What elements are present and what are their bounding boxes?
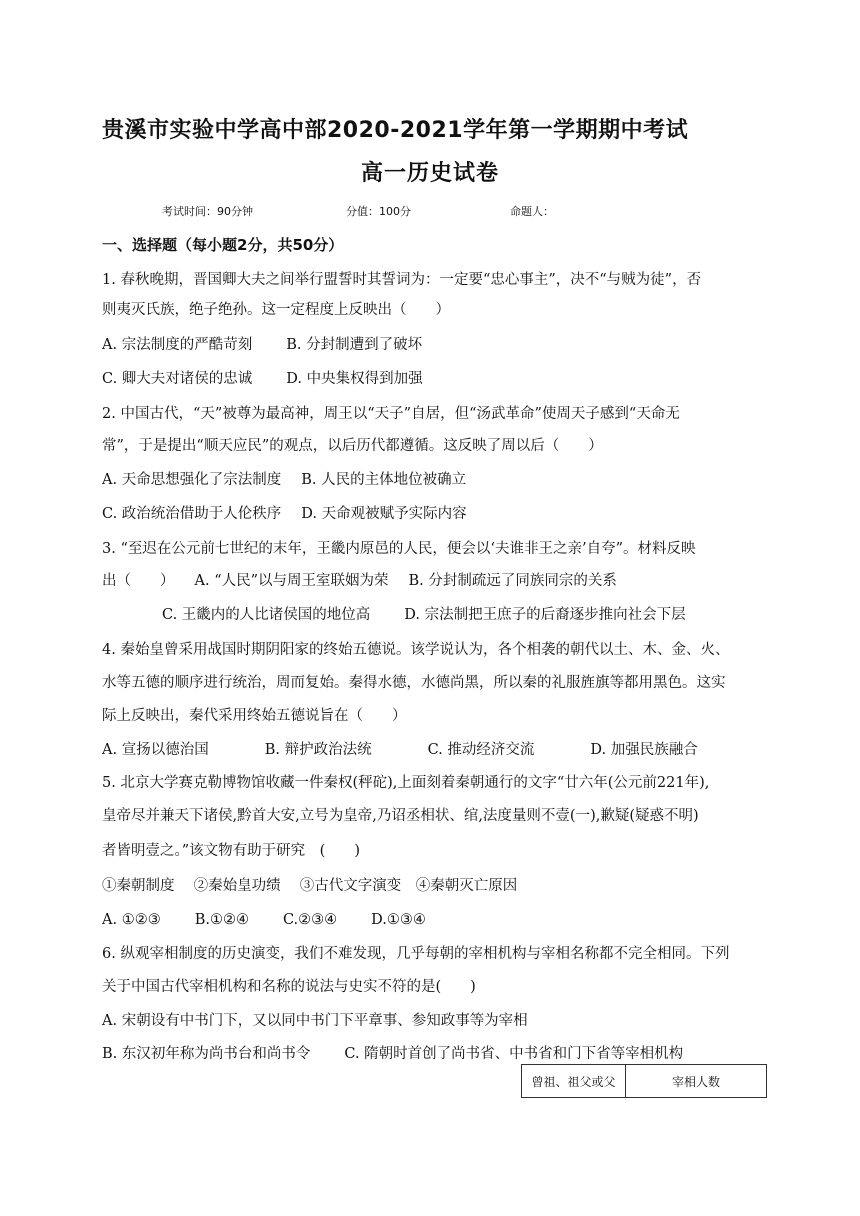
q4-option-c: C. 推动经济交流	[427, 742, 535, 758]
q4-option-b: B. 辩护政治法统	[264, 742, 372, 758]
q2-stem-line-2: 常”，于是提出“顺天应民”的观点，以后历代都遵循。这反映了周以后（ ）	[102, 438, 603, 454]
q5-stem-line-3: 者皆明壹之。”该文物有助于研究 ( )	[102, 843, 360, 859]
exam-score: 分值：100分	[346, 205, 411, 218]
q4-option-d: D. 加强民族融合	[590, 742, 698, 758]
q3-option-a: A. “人民”以与周王室联姻为荣	[194, 573, 389, 589]
q5-stem-line-1: 5. 北京大学赛克勒博物馆收藏一件秦权(秤砣),上面刻着秦朝通行的文字“廿六年(公元前221年),	[102, 775, 710, 791]
q1-option-d: D. 中央集权得到加强	[286, 371, 423, 387]
q4-options-row	[102, 740, 698, 760]
q2-option-c: C. 政治统治借助于人伦秩序	[102, 506, 282, 522]
q5-statements: ①秦朝制度 ②秦始皇功绩 ③古代文字演变 ④秦朝灭亡原因	[102, 878, 518, 894]
table-row	[522, 1065, 767, 1098]
q6-stem-line-2: 关于中国古代宰相机构和名称的说法与史实不符的是( )	[102, 979, 476, 995]
table-header-count: 宰相人数	[626, 1065, 767, 1098]
q4-stem-line-2: 水等五德的顺序进行统治，周而复始。秦得水德，水德尚黑，所以秦的礼服旌旗等都用黑色。这实	[102, 675, 726, 691]
q5-option-b: B.①②④	[194, 912, 249, 928]
q2-option-a: A. 天命思想强化了宗法制度	[102, 472, 282, 488]
q3-stem-tail: 出（ ）	[102, 573, 175, 589]
q5-option-c: C.②③④	[282, 912, 338, 928]
exam-time: 考试时间：90分钟	[162, 205, 253, 218]
q1-stem-line-2: 则夷灭氏族，绝子绝孙。这一定程度上反映出（ ）	[102, 302, 450, 318]
q3-stem-line-2	[102, 571, 617, 591]
q5-options-row	[102, 910, 426, 930]
q5-option-d: D.①③④	[371, 912, 426, 928]
q1-options-row-1	[102, 335, 422, 355]
exam-title: 贵溪市实验中学高中部2020-2021学年第一学期期中考试	[102, 118, 689, 143]
q4-stem-line-3: 际上反映出，秦代采用终始五德说旨在（ ）	[102, 708, 407, 724]
q1-option-b: B. 分封制遭到了破坏	[286, 337, 423, 353]
q2-options-row-2	[102, 504, 467, 524]
table-header-ancestor: 曾祖、祖父或父	[522, 1065, 626, 1098]
exam-author: 命题人：	[510, 205, 554, 218]
q6-stem-line-1: 6. 纵观宰相制度的历史演变，我们不难发现，几乎每朝的宰相机构与宰相名称都不完全相同。下列	[102, 946, 730, 962]
q2-options-row-1	[102, 470, 466, 490]
q1-options-row-2	[102, 369, 423, 389]
q6-option-c: C. 隋朝时首创了尚书省、中书省和门下省等宰相机构	[344, 1046, 684, 1062]
q5-option-a: A. ①②③	[102, 912, 161, 928]
q1-stem-line-1: 1. 春秋晚期，晋国卿大夫之间举行盟誓时其誓词为：一定要“忠心事主”，决不“与贼为徒”，否	[102, 272, 702, 288]
q5-stem-line-2: 皇帝尽并兼天下诸侯,黔首大安,立号为皇帝,乃诏丞相状、绾,法度量则不壹(一),歉疑(疑惑不明)	[102, 808, 699, 824]
ancestry-table	[521, 1064, 767, 1098]
q3-option-d: D. 宗法制把王庶子的后裔逐步推向社会下层	[404, 607, 686, 623]
section-title: 一、选择题（每小题2分，共50分）	[102, 236, 344, 254]
q3-stem-line-1: 3. “至迟在公元前七世纪的末年，王畿内原邑的人民，便会以‘夫谁非王之亲’自夸”。材料反映	[102, 541, 696, 557]
q2-stem-line-1: 2. 中国古代，“天”被尊为最高神，周王以“天子”自居，但“汤武革命”使周天子感到“天命无	[102, 406, 680, 422]
q2-option-d: D. 天命观被赋予实际内容	[301, 506, 467, 522]
q2-option-b: B. 人民的主体地位被确立	[301, 472, 467, 488]
q6-option-b: B. 东汉初年称为尚书台和尚书令	[102, 1046, 311, 1062]
q1-option-c: C. 卿大夫对诸侯的忠诚	[102, 371, 253, 387]
q1-option-a: A. 宗法制度的严酷苛刻	[102, 337, 253, 353]
q4-option-a: A. 宣扬以德治国	[102, 742, 209, 758]
q6-option-a: A. 宋朝设有中书门下，又以同中书门下平章事、参知政事等为宰相	[102, 1013, 528, 1029]
q6-options-row-2	[102, 1044, 683, 1064]
q3-option-b: B. 分封制疏远了同族同宗的关系	[408, 573, 617, 589]
q3-options-row-2	[162, 605, 686, 625]
q4-stem-line-1: 4. 秦始皇曾采用战国时期阴阳家的终始五德说。该学说认为，各个相袭的朝代以土、木、金、火、	[102, 642, 730, 658]
q3-option-c: C. 王畿内的人比诸侯国的地位高	[162, 607, 371, 623]
exam-subtitle: 高一历史试卷	[360, 161, 499, 186]
